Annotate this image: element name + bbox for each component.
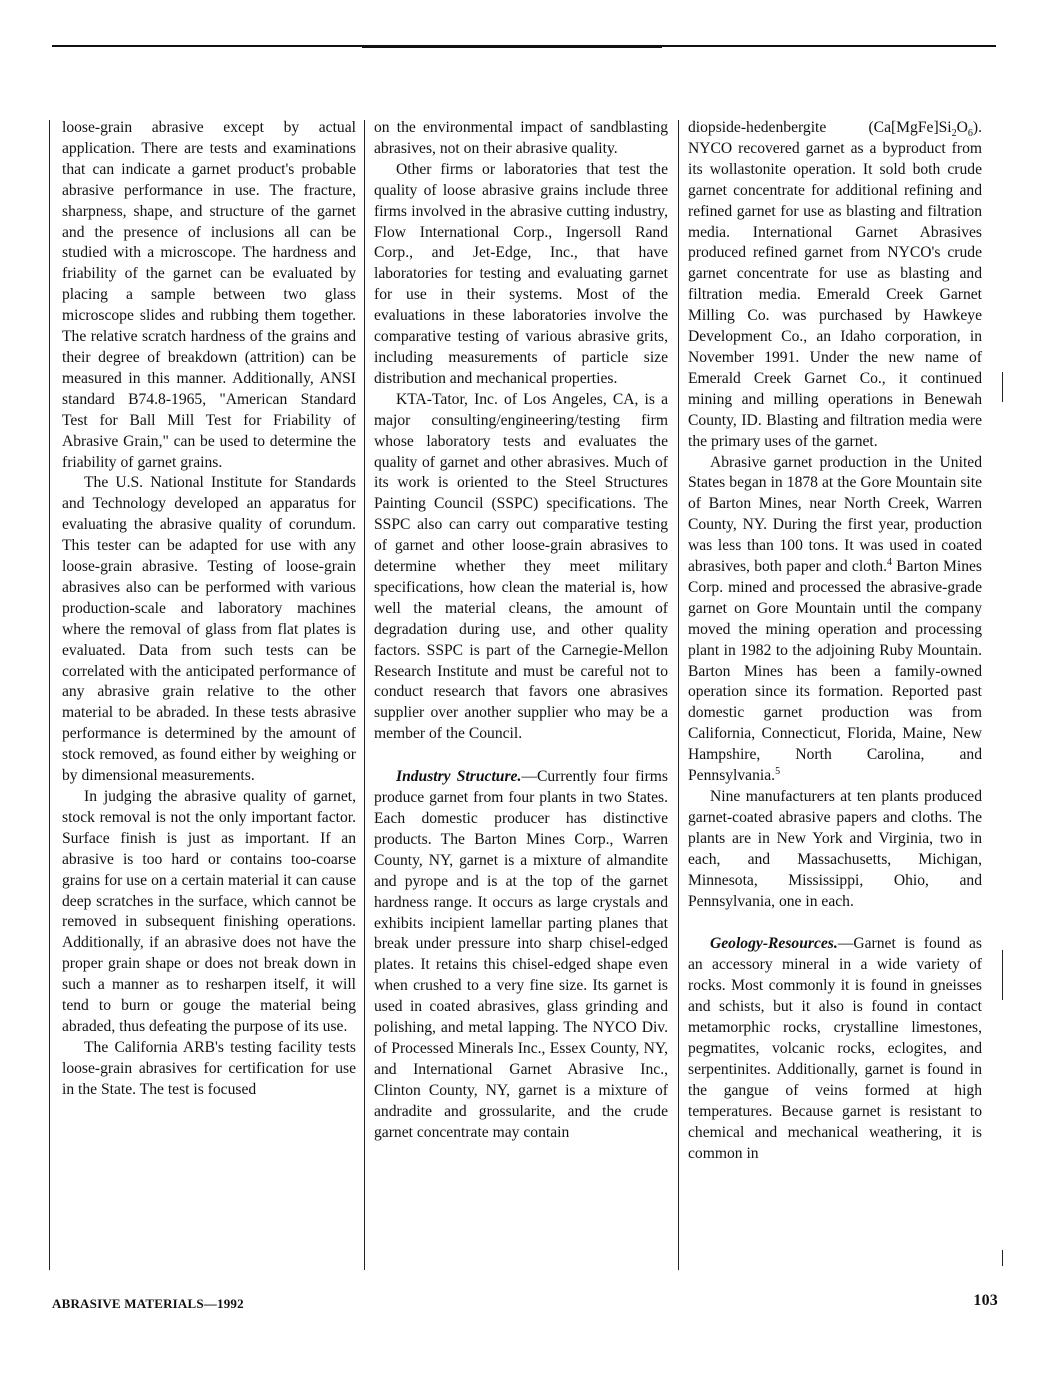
text-column-2: [374, 118, 668, 1144]
paragraph-text: O: [956, 119, 968, 136]
paragraph: [374, 767, 668, 1143]
paragraph: In judging the abrasive quality of garnet, stock removal is not the only important factor. Surface finish is just as important. If an abrasive is too hard or contains too-coarse grains for use on a certain material it can cause deep scratches in the surface, which cannot be removed in subsequent finishing operations. Additionally, if an abrasive does not have the proper grain shape or does not break down in such a manner as to resharpen itself, it will tend to burn or gouge the material being abraded, thus defeating the purpose of its use.: [62, 788, 356, 1035]
paragraph-text: —Garnet is found as an accessory mineral in a wide variety of rocks. Most commonly it is found in gneisses and schists, but it also is found in contact metamorphic rocks, crystalline limestones, pegmatites, volcanic rocks, eclogites, and serpentinites. Additionally, garnet is found in the gangue of veins formed at high temperatures. Because garnet is resistant to chemical and mechanical weathering, it is common in: [688, 935, 982, 1162]
change-bar: [1002, 950, 1003, 1000]
paragraph: [688, 453, 982, 788]
paragraph: on the environmental impact of sandblasting abrasives, not on their abrasive quality.: [374, 119, 668, 157]
paragraph-text: Barton Mines Corp. mined and processed the abrasive-grade garnet on Gore Mountain until the company moved the mining operation and processing plant in 1982 to the adjoining Ruby Mountain. Barton Mines has been a family-owned operation since its formation. Reported past domestic garnet production was from California, Connecticut, Florida, Maine, New Hampshire, North Carolina, and Pennsylvania.: [688, 558, 982, 785]
column-divider: [364, 120, 365, 1270]
text-column-3: [688, 118, 982, 1164]
paragraph-text: —Currently four firms produce garnet from four plants in two States. Each domestic producer has distinctive products. The Barton Mines Corp., Warren County, NY, garnet is a mixture of almandite and pyrope and is at the top of the garnet hardness range. It occurs as large crystals and exhibits incipient lamellar parting planes that break under pressure into sharp chisel-edged plates. It retains this chisel-edged shape even when crushed to a very fine size. Its garnet is used in coated abrasives, glass grinding and polishing, and metal lapping. The NYCO Div. of Processed Minerals Inc., Essex County, NY, and International Garnet Abrasive Inc., Clinton County, NY, garnet is a mixture of andradite and grossularite, and the crude garnet concentrate may contain: [374, 768, 668, 1141]
paragraph: KTA-Tator, Inc. of Los Angeles, CA, is a major consulting/engineering/testing firm whose laboratory tests and evaluates the quality of garnet and other abrasives. Much of its work is oriented to the Steel Structures Painting Council (SSPC) specifications. The SSPC also can carry out comparative testing of garnet and other loose-grain abrasives to determine whether they meet military specifications, how clean the material is, how well the material cleans, the amount of degradation during use, and other quality factors. SSPC is part of the Carnegie-Mellon Research Institute and must be careful not to conduct research that favors one abrasives supplier over another supplier who may be a member of the Council.: [374, 390, 668, 743]
page-number: 103: [973, 1292, 998, 1309]
running-footer-title: ABRASIVE MATERIALS—1992: [52, 1296, 244, 1311]
change-bar: [1002, 372, 1003, 402]
paragraph: Other firms or laboratories that test the quality of loose abrasive grains include three firms involved in the abrasive cutting industry, Flow International Corp., Ingersoll Rand Corp., and Jet-Edge, Inc., that have laboratories for testing and evaluating garnet for use in their systems. Most of the evaluations in these laboratories involve the comparative testing of various abrasive grits, including measurements of particle size distribution and mechanical properties.: [374, 160, 668, 387]
paragraph-text: diopside-hedenbergite (Ca[MgFe]Si: [688, 119, 952, 136]
footnote-ref: 4: [887, 556, 892, 568]
text-column-1: [62, 118, 356, 1101]
paragraph: The California ARB's testing facility tests loose-grain abrasives for certification for use in the State. The test is focused: [62, 1038, 356, 1098]
header-rule-thick: [362, 46, 662, 48]
paragraph: [688, 934, 982, 1164]
column-margin-bar: [49, 120, 50, 1270]
section-heading: Geology-Resources.: [710, 935, 838, 953]
paragraph: [688, 118, 982, 453]
paragraph-text: ). NYCO recovered garnet as a byproduct from its wollastonite operation. It sold both crude garnet concentrate for additional refining and refined garnet for use as blasting and filtration media. International Garnet Abrasives produced refined garnet from NYCO's crude garnet concentrate for use as blasting and filtration media. Emerald Creek Garnet Milling Co. was purchased by Hawkeye Development Co., an Idaho corporation, in November 1991. Under the new name of Emerald Creek Garnet Co., it continued mining and milling operations in Benewah County, ID. Blasting and filtration media were the primary uses of the garnet.: [688, 119, 982, 450]
paragraph: loose-grain abrasive except by actual application. There are tests and examinations that can indicate a garnet product's probable abrasive performance in use. The fracture, sharpness, shape, and structure of the garnet and the presence of inclusions all can be studied with a microscope. The hardness and friability of the garnet can be evaluated by placing a sample between two glass microscope slides and rubbing them together. The relative scratch hardness of the grains and their degree of breakdown (attrition) can be measured in this manner. Additionally, ANSI standard B74.8-1965, "American Standard Test for Ball Mill Test for Friability of Abrasive Grain," can be used to determine the friability of garnet grains.: [62, 119, 356, 471]
paragraph: Nine manufacturers at ten plants produced garnet-coated abrasive papers and cloths. The plants are in New York and Virginia, two in each, and Massachusetts, Michigan, Minnesota, Mississippi, Ohio, and Pennsylvania, one in each.: [688, 788, 982, 910]
footnote-ref: 5: [775, 765, 781, 777]
section-heading: Industry Structure.: [396, 768, 522, 786]
subscript: 6: [967, 128, 973, 140]
subscript: 2: [951, 128, 957, 140]
change-bar: [1002, 1250, 1003, 1266]
column-divider: [678, 120, 679, 1270]
paragraph-text: Abrasive garnet production in the United States began in 1878 at the Gore Mountain site of Barton Mines, near North Creek, Warren County, NY. During the first year, production was less than 100 tons. It was used in coated abrasives, both paper and cloth.: [688, 453, 982, 576]
paragraph: The U.S. National Institute for Standards and Technology developed an apparatus for evaluating the abrasive quality of corundum. This tester can be adapted for use with any loose-grain abrasive. Testing of loose-grain abrasives also can be performed with various production-scale and laboratory machines where the removal of glass from flat plates is evaluated. Data from such tests can be correlated with the anticipated performance of any abrasive grain relative to the other material to be abraded. In these tests abrasive performance is determined by the amount of stock removed, as found either by weighing or by dimensional measurements.: [62, 474, 356, 785]
